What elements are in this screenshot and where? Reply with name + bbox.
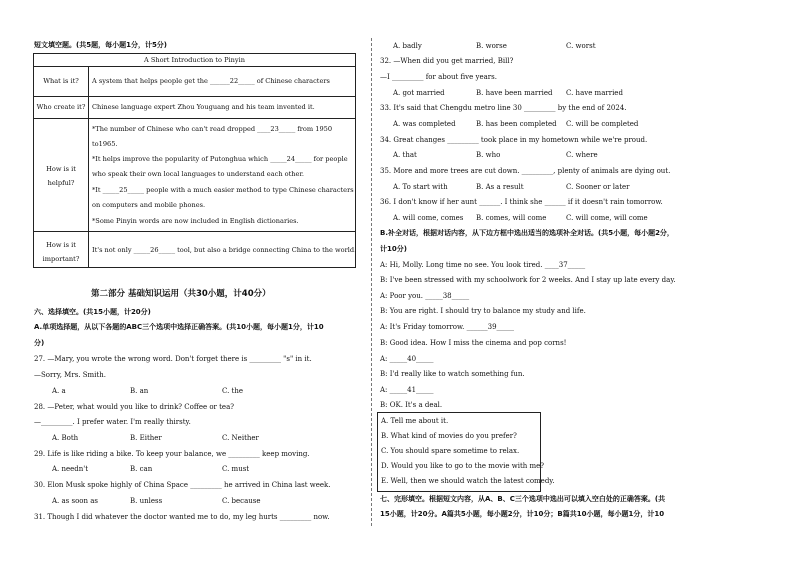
option-34b: B. who bbox=[476, 151, 501, 159]
table-title: A Short Introduction to Pinyin bbox=[144, 56, 245, 64]
option-35c: C. Sooner or later bbox=[566, 183, 630, 191]
option-33c: C. will be completed bbox=[566, 120, 639, 128]
dialogue-options-box bbox=[377, 412, 555, 492]
question-32-reply: —I _________ for about five years. bbox=[380, 73, 497, 81]
part2-heading: 第二部分 基础知识运用（共30小题，计40分） bbox=[91, 289, 271, 299]
table-rule bbox=[34, 118, 355, 119]
question-33: 33. It's said that Chengdu metro line 30 _________ by the end of 2024. bbox=[380, 104, 627, 112]
table-rule bbox=[34, 231, 355, 232]
sectionB-instructions-cont: 计10分) bbox=[380, 245, 407, 253]
table-rule bbox=[88, 66, 89, 267]
dialogue-line: A: _____41_____ bbox=[380, 386, 434, 394]
dialogue-line: B: I'd really like to watch something fun. bbox=[380, 370, 525, 378]
option-30c: C. because bbox=[222, 497, 261, 505]
option-33a: A. was completed bbox=[393, 120, 456, 128]
option-31b: B. worse bbox=[476, 42, 507, 50]
question-34: 34. Great changes _________ took place in my hometown while we're proud. bbox=[380, 136, 648, 144]
pinyin-table bbox=[33, 53, 356, 268]
option-31a: A. badly bbox=[393, 42, 422, 50]
row-label: How is it important? bbox=[42, 241, 80, 263]
row-content: on computers and mobile phones. bbox=[92, 201, 206, 209]
box-option-c: C. You should spare sometime to relax. bbox=[381, 447, 520, 455]
dialogue-line: B: I've been stressed with my schoolwork for 2 weeks. And I stay up late every day. bbox=[380, 276, 676, 284]
question-35: 35. More and more trees are cut down. _________, plenty of animals are dying out. bbox=[380, 167, 671, 175]
question-28-reply: —_________. I prefer water. I'm really thirsty. bbox=[34, 418, 191, 426]
section6-heading: 六、选择填空。(共15小题，计20分) bbox=[34, 308, 151, 316]
row-content: It's not only _____26_____ tool, but also a bridge connecting China to the world. bbox=[92, 246, 357, 254]
row-content: who speak their own local languages to understand each other. bbox=[92, 170, 304, 178]
section7-instructions: 七、完形填空。根据短文内容，从A、B、C三个选项中选出可以填入空白处的正确答案。(共 bbox=[380, 495, 666, 503]
option-33b: B. has been completed bbox=[476, 120, 557, 128]
option-28c: C. Neither bbox=[222, 434, 259, 442]
row-label: Who create it? bbox=[36, 103, 86, 111]
question-32: 32. —When did you get married, Bill? bbox=[380, 57, 514, 65]
option-28a: A. Both bbox=[52, 434, 79, 442]
table-rule bbox=[34, 96, 355, 97]
sectionB-instructions: B.补全对话，根据对话内容，从下边方框中选出适当的选项补全对话。(共5小题，每小题2分， bbox=[380, 229, 674, 237]
question-29: 29. Life is like riding a bike. To keep your balance, we _________ keep moving. bbox=[34, 450, 310, 458]
row-content: *Some Pinyin words are now included in English dictionaries. bbox=[92, 217, 299, 225]
option-29a: A. needn't bbox=[52, 465, 89, 473]
option-34c: C. where bbox=[566, 151, 598, 159]
option-28b: B. Either bbox=[130, 434, 162, 442]
dialogue-line: A: _____40_____ bbox=[380, 355, 434, 363]
dialogue-line: B: You are right. I should try to balance my study and life. bbox=[380, 307, 586, 315]
box-option-b: B. What kind of movies do you prefer? bbox=[381, 432, 517, 440]
option-30b: B. unless bbox=[130, 497, 163, 505]
sectionA-instructions-cont: 分) bbox=[34, 339, 45, 347]
row-content: *It _____25_____ people with a much easier method to type Chinese characters bbox=[92, 186, 354, 194]
row-content: to1965. bbox=[92, 140, 118, 148]
question-30: 30. Elon Musk spoke highly of China Space _________ he arrived in China last week. bbox=[34, 481, 331, 489]
option-30a: A. as soon as bbox=[52, 497, 99, 505]
box-option-e: E. Well, then we should watch the latest comedy. bbox=[381, 477, 555, 485]
option-31c: C. worst bbox=[566, 42, 596, 50]
option-32b: B. have been married bbox=[476, 89, 553, 97]
row-content: Chinese language expert Zhou Youguang and his team invented it. bbox=[92, 103, 315, 111]
option-32a: A. got married bbox=[393, 89, 445, 97]
section-heading: 短文填空题。(共5题，每小题1分，计5分) bbox=[34, 41, 168, 49]
question-36: 36. I don't know if her aunt ______. I think she ______ if it doesn't rain tomorrow. bbox=[380, 198, 663, 206]
row-content: *It helps improve the popularity of Putonghua which _____24_____ for people bbox=[92, 155, 348, 163]
option-36a: A. will come, comes bbox=[393, 214, 464, 222]
option-27c: C. the bbox=[222, 387, 244, 395]
box-option-d: D. Would you like to go to the movie with me? bbox=[381, 462, 545, 470]
option-35a: A. To start with bbox=[393, 183, 448, 191]
row-label: What is it? bbox=[43, 77, 79, 85]
dialogue-line: A: Poor you. _____38_____ bbox=[380, 292, 470, 300]
option-36b: B. comes, will come bbox=[476, 214, 547, 222]
question-28: 28. —Peter, what would you like to drink? Coffee or tea? bbox=[34, 403, 235, 411]
option-29c: C. must bbox=[222, 465, 250, 473]
option-36c: C. will come, will come bbox=[566, 214, 648, 222]
option-32c: C. have married bbox=[566, 89, 623, 97]
question-31: 31. Though I did whatever the doctor wanted me to do, my leg hurts _________ now. bbox=[34, 513, 330, 521]
question-27: 27. —Mary, you wrote the wrong word. Don't forget there is _________ "s" in it. bbox=[34, 355, 312, 363]
column-divider bbox=[371, 38, 372, 526]
dialogue-line: A: Hi, Molly. Long time no see. You look tired. ____37_____ bbox=[380, 261, 586, 269]
section7-instructions-cont: 15小题，计20分。A篇共5小题，每小题2分，计10分；B篇共10小题，每小题1分，计10 bbox=[380, 510, 665, 518]
sectionA-instructions: A.单项选择题，从以下各题的ABC三个选项中选择正确答案。(共10小题，每小题1分，计10 bbox=[34, 323, 324, 331]
table-rule bbox=[34, 66, 355, 67]
row-label: How is it helpful? bbox=[46, 165, 76, 187]
option-27b: B. an bbox=[130, 387, 149, 395]
dialogue-line: B: Good idea. How I miss the cinema and pop corns! bbox=[380, 339, 567, 347]
question-27-reply: —Sorry, Mrs. Smith. bbox=[34, 371, 106, 379]
box-option-a: A. Tell me about it. bbox=[381, 417, 449, 425]
option-27a: A. a bbox=[52, 387, 66, 395]
dialogue-line: A: It's Friday tomorrow. ______39_____ bbox=[380, 323, 515, 331]
option-29b: B. can bbox=[130, 465, 153, 473]
row-content: *The number of Chinese who can't read dropped ____23_____ from 1950 bbox=[92, 125, 333, 133]
option-35b: B. As a result bbox=[476, 183, 524, 191]
dialogue-line: B: OK. It's a deal. bbox=[380, 401, 443, 409]
row-content: A system that helps people get the ______22_____ of Chinese characters bbox=[92, 77, 330, 85]
option-34a: A. that bbox=[393, 151, 417, 159]
